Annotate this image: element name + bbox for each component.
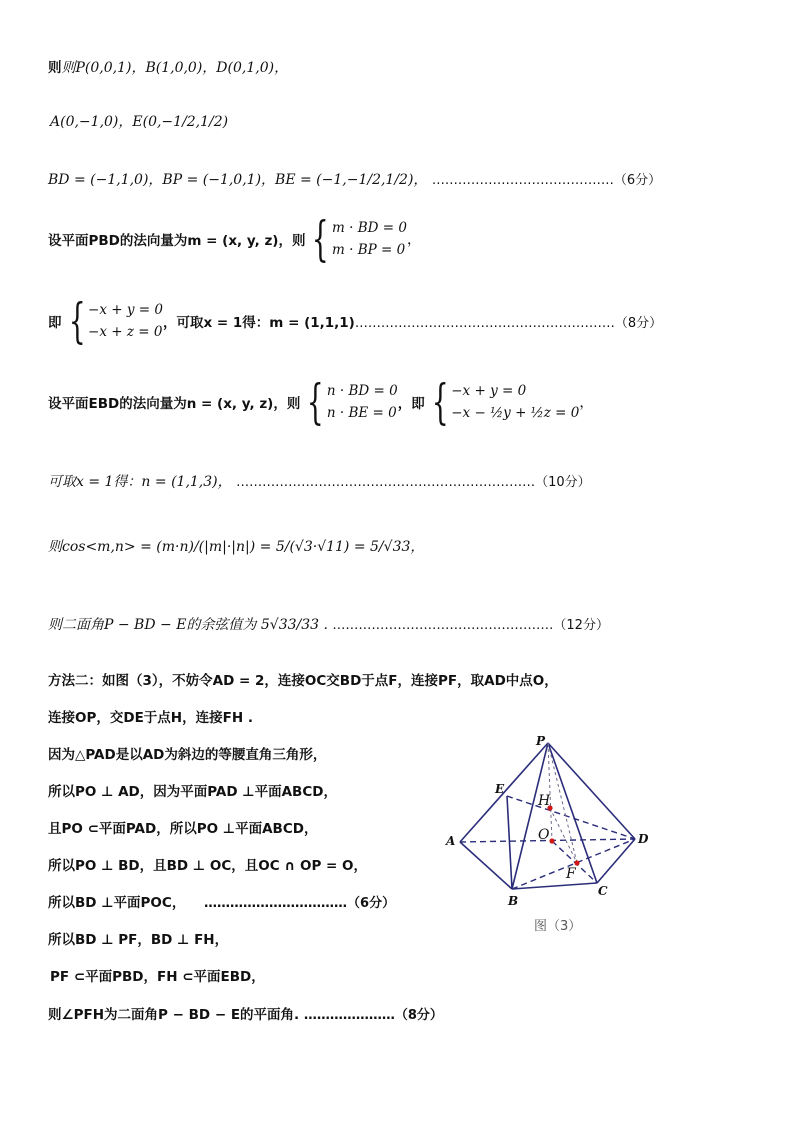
label-p: P	[536, 734, 546, 748]
edge-eb	[507, 796, 512, 889]
triangle-text: 因为△PAD是以AD为斜边的等腰直角三角形，	[48, 747, 327, 763]
score-mark-6b: ……………………………（6分）	[204, 896, 396, 911]
po-subset-text: 且PO ⊂平面PAD，所以PO ⊥平面ABCD，	[48, 821, 318, 837]
system-m	[332, 217, 407, 261]
system-solve-eq1: −x + y = 0	[88, 302, 163, 318]
edge-pf	[548, 743, 577, 863]
pf-subset-text: PF ⊂平面PBD，FH ⊂平面EBD，	[50, 969, 265, 985]
vectors-text: BD = (−1,1,0)，BP = (−1,0,1)，BE = (−1,−1/2,1/2)，	[48, 172, 428, 188]
label-f: F	[566, 866, 576, 882]
line-bd-perp-plane	[48, 893, 395, 914]
score-mark-10: ……………………………………………………………（10分）	[236, 475, 591, 490]
solve-m-prefix: 即	[48, 315, 62, 331]
line-coordinates-ae	[50, 112, 228, 132]
label-c: C	[598, 884, 608, 898]
score-mark-8b: …………………（8分）	[303, 1008, 443, 1023]
normal-n-mid: ，即	[397, 396, 425, 412]
label-h: H	[538, 793, 551, 809]
dihedral-cos-text: 则二面角P − BD − E的余弦值为 5√33/33 .	[48, 617, 328, 633]
label-a: A	[446, 834, 456, 848]
line-normal-n: 设平面EBD的法向量为n = (x, y, z)，则 { n · BD = 0 n · BE = 0 ，即 { −x + y = 0 −x − ½y + ½z = 0 ，	[48, 374, 594, 430]
line-method-two	[48, 671, 558, 691]
score-mark-12: ……………………………………………（12分）	[332, 618, 609, 633]
edge-pd	[548, 743, 635, 839]
bd-perp-plane-text: 所以BD ⊥平面POC，	[48, 895, 186, 911]
line-plane-angle	[48, 1005, 443, 1026]
label-d: D	[638, 832, 649, 846]
system-n-eq2: n · BE = 0	[326, 405, 397, 421]
line-solve-m	[48, 293, 663, 349]
line-pf-subset	[50, 967, 265, 987]
cosine-text: 则cos<m,n> = (m·n)/(|m|·|n|) = 5/(√3·√11) = 5/√33，	[48, 539, 425, 555]
solid-edges	[460, 743, 635, 889]
score-mark-6: ……………………………………（6分）	[431, 173, 662, 188]
coord-ae-text: A(0,−1,0)，E(0,−1/2,1/2)	[50, 114, 229, 130]
normal-n-text: 设平面EBD的法向量为n = (x, y, z)，则	[48, 396, 301, 412]
brace-left: {	[312, 211, 330, 267]
system-n-eq3: −x + y = 0	[451, 383, 527, 399]
po-perp-bd-text: 所以PO ⊥ BD，且BD ⊥ OC，且OC ∩ OP = O，	[48, 858, 368, 874]
system-solve-eq2: −x + z = 0	[88, 324, 163, 340]
score-mark-8: ……………………………………………………（8分）	[354, 315, 663, 331]
po-perp-ad-text: 所以PO ⊥ AD，因为平面PAD ⊥平面ABCD，	[48, 784, 337, 800]
line-dihedral-cos	[48, 615, 609, 636]
system-m-eq1: m · BD = 0	[332, 220, 407, 236]
system-n-eq4: −x − ½y + ½z = 0	[451, 405, 580, 421]
line-coordinates-pbd: 则则P(0,0,1)，B(1,0,0)，D(0,1,0)，	[48, 60, 289, 76]
method-two-text: 方法二：如图（3），不妨令AD = 2，连接OC交BD于点F，连接PF，取AD中点O，	[48, 673, 558, 689]
line-vectors	[48, 170, 661, 191]
label-e: E	[495, 782, 505, 796]
pyramid-figure	[440, 733, 650, 942]
solve-m-result: ，可取x = 1得：m = (1,1,1)	[162, 315, 355, 331]
line-connect-op	[48, 708, 253, 728]
edge-pc	[548, 743, 597, 883]
system-n-eq1: n · BD = 0	[326, 383, 398, 399]
point-f	[574, 860, 579, 865]
connect-op-text: 连接OP，交DE于点H，连接FH .	[48, 710, 253, 726]
point-o	[549, 838, 554, 843]
system-m-solve	[88, 299, 163, 343]
line-triangle	[48, 745, 326, 765]
edge-cd	[597, 839, 635, 883]
label-o: O	[538, 827, 550, 843]
normal-m-text: 设平面PBD的法向量为m = (x, y, z)，则	[48, 233, 306, 249]
line-cosine	[48, 537, 424, 557]
plane-angle-text: 则∠PFH为二面角P − BD − E的平面角.	[48, 1007, 300, 1023]
line-bd-perp-pf	[48, 930, 228, 950]
system-m-eq2: m · BP = 0	[332, 242, 406, 258]
pyramid-diagram	[440, 733, 650, 938]
brace-left: {	[68, 293, 86, 349]
line-normal-m: 设平面PBD的法向量为m = (x, y, z)，则 { m · BD = 0 m · BP = 0 ，	[48, 211, 421, 267]
label-b: B	[508, 894, 519, 908]
line-po-perp-bd	[48, 856, 367, 876]
line-solve-n	[48, 472, 591, 493]
coord-text: 则P(0,0,1)，B(1,0,0)，D(0,1,0)，	[61, 60, 289, 76]
brace-left: {	[307, 374, 325, 430]
auxiliary-lines	[548, 743, 577, 863]
bd-perp-pf-text: 所以BD ⊥ PF，BD ⊥ FH，	[48, 932, 229, 948]
brace-left: {	[431, 374, 449, 430]
figure-caption: 图（3）	[534, 919, 582, 934]
line-po-perp-ad	[48, 782, 337, 802]
system-n	[327, 380, 398, 424]
edge-pb	[512, 743, 548, 889]
solve-n-text: 可取x = 1得：n = (1,1,3)，	[48, 474, 232, 490]
line-po-subset	[48, 819, 317, 839]
edge-ab	[460, 842, 512, 889]
system-n-solve	[451, 380, 579, 424]
